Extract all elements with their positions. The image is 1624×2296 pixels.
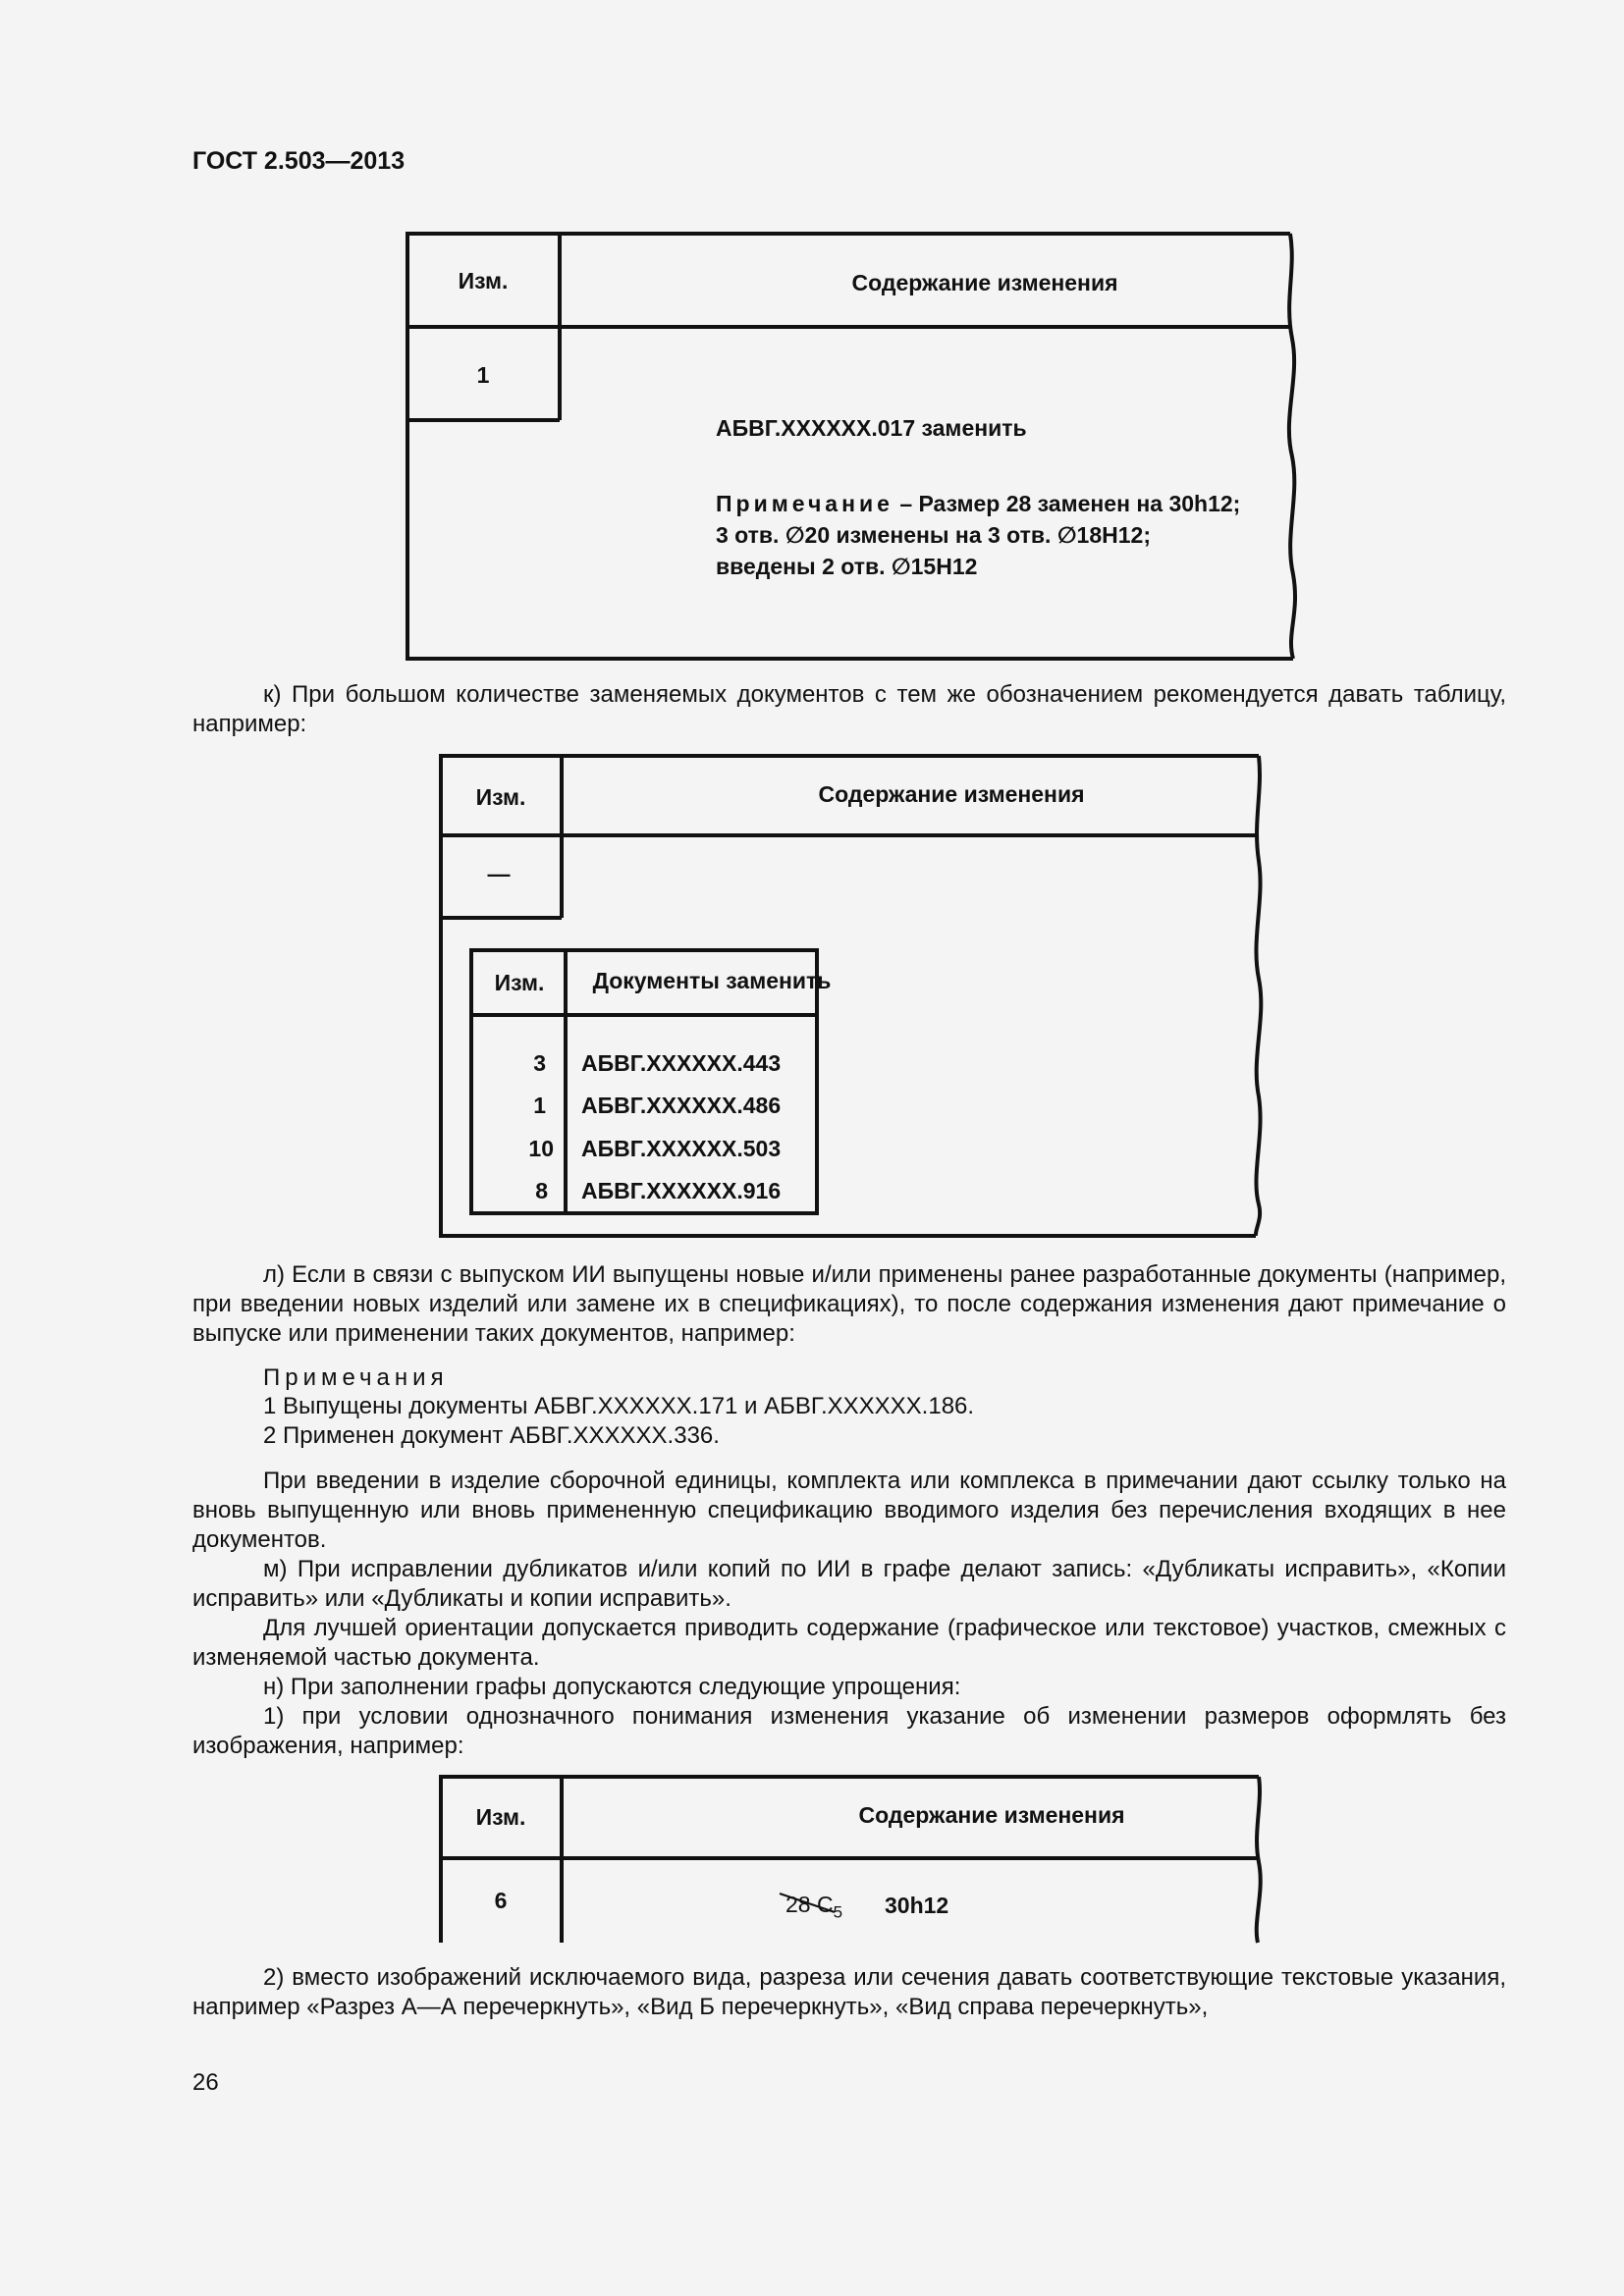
figure-3-old-value [785,1892,842,1923]
figure-2-row-num: 1 [533,1093,546,1118]
paragraph-n2 [192,1963,1506,2022]
figure-2-inner-col-docs: Документы заменить [592,968,832,993]
notes-title: Примечания [263,1364,449,1391]
figure-change-example-1 [405,231,1298,663]
figure-1-col-num-header: Изм. [458,268,509,294]
figure-1-note-rest: – Размер 28 заменен на 30h12; [899,491,1241,516]
figure-2-frame [438,753,1263,1239]
figure-2-col-content-header: Содержание изменения [818,781,1085,807]
figure-1-note-line-1 [716,491,1240,517]
figure-change-example-3 [438,1774,1263,1946]
note-item-1: 1 Выпущены документы АБВГ.XXXXXX.171 и АБВГ.XXXXXX.186. [263,1393,975,1419]
figure-3-old-value-sub: 5 [833,1902,843,1922]
figure-change-example-2 [438,753,1263,1239]
figure-2-row-num: 10 [528,1136,554,1161]
body-paragraphs [192,1467,1506,1761]
figure-2-inner-col-num: Изм. [494,970,545,995]
figure-3-col-content-header: Содержание изменения [858,1802,1125,1828]
page-number: 26 [192,2069,219,2096]
figure-3-col-num-header: Изм. [475,1804,526,1830]
paragraph-m: м) При исправлении дубликатов и/или копий по ИИ в графе делают запись: «Дубликаты исправить», «Копии исправить» или «Дубликаты и копии исправить». [192,1556,1506,1612]
paragraph-n1: 1) при условии однозначного понимания изменения указание об изменении размеров оформлять без изображения, например: [192,1703,1506,1759]
figure-3-new-value: 30h12 [885,1893,949,1918]
document-header: ГОСТ 2.503—2013 [192,147,406,175]
figure-3-change-number: 6 [494,1888,508,1913]
figure-2-row-doc: АБВГ.XXXXXX.503 [581,1136,782,1161]
paragraph-n: н) При заполнении графы допускаются следующие упрощения: [263,1674,961,1700]
figure-2-col-num-header: Изм. [475,784,526,810]
paragraph-k [192,680,1506,739]
figure-3-old-value-main: 28 C [785,1892,834,1917]
paragraph-k-text: к) При большом количестве заменяемых документов с тем же обозначением рекомендуется давать таблицу, например: [192,681,1506,737]
figure-2-row-doc: АБВГ.XXXXXX.486 [581,1093,782,1118]
figure-2-row-num: 8 [535,1178,548,1203]
note-item-2: 2 Применен документ АБВГ.XXXXXX.336. [263,1422,720,1449]
figure-2-change-number: — [487,861,511,886]
figure-1-replace-line: АБВГ.XXXXXX.017 заменить [716,415,1027,441]
paragraph-l-text: л) Если в связи с выпуском ИИ выпущены новые и/или применены ранее разработанные документы (например, при введении новых изделий или замене их в спецификациях), то после содержания изменения дают примечание о выпуске или применении таких документов, например: [192,1261,1506,1347]
figure-3-frame [438,1774,1263,1946]
figure-1-col-content-header: Содержание изменения [851,270,1118,295]
figure-2-row-doc: АБВГ.XXXXXX.443 [581,1050,782,1076]
paragraph-intro: При введении в изделие сборочной единицы, комплекта или комплекса в примечании дают ссылку только на вновь выпущенную или вновь примененную спецификацию вводимого изделия без перечисления входящих в нее документов. [192,1468,1506,1553]
figure-1-note-line-3: введены 2 отв. ∅15H12 [716,554,978,579]
figure-2-row-doc: АБВГ.XXXXXX.916 [581,1178,782,1203]
figure-1-note-line-2: 3 отв. ∅20 изменены на 3 отв. ∅18H12; [716,522,1151,548]
figure-1-note-label: Примечание [716,491,893,516]
paragraph-n2-text: 2) вместо изображений исключаемого вида, разреза или сечения давать соответствующие текстовые указания, например «Разрез А—А перечеркнуть», «Вид Б перечеркнуть», «Вид справа перечеркнуть», [192,1964,1506,2020]
paragraph-l [192,1260,1506,1349]
paragraph-orientation: Для лучшей ориентации допускается приводить содержание (графическое или текстовое) участков, смежных с изменяемой частью документа. [192,1615,1506,1671]
figure-2-row-num: 3 [533,1050,546,1076]
figure-1-change-number: 1 [476,362,490,388]
